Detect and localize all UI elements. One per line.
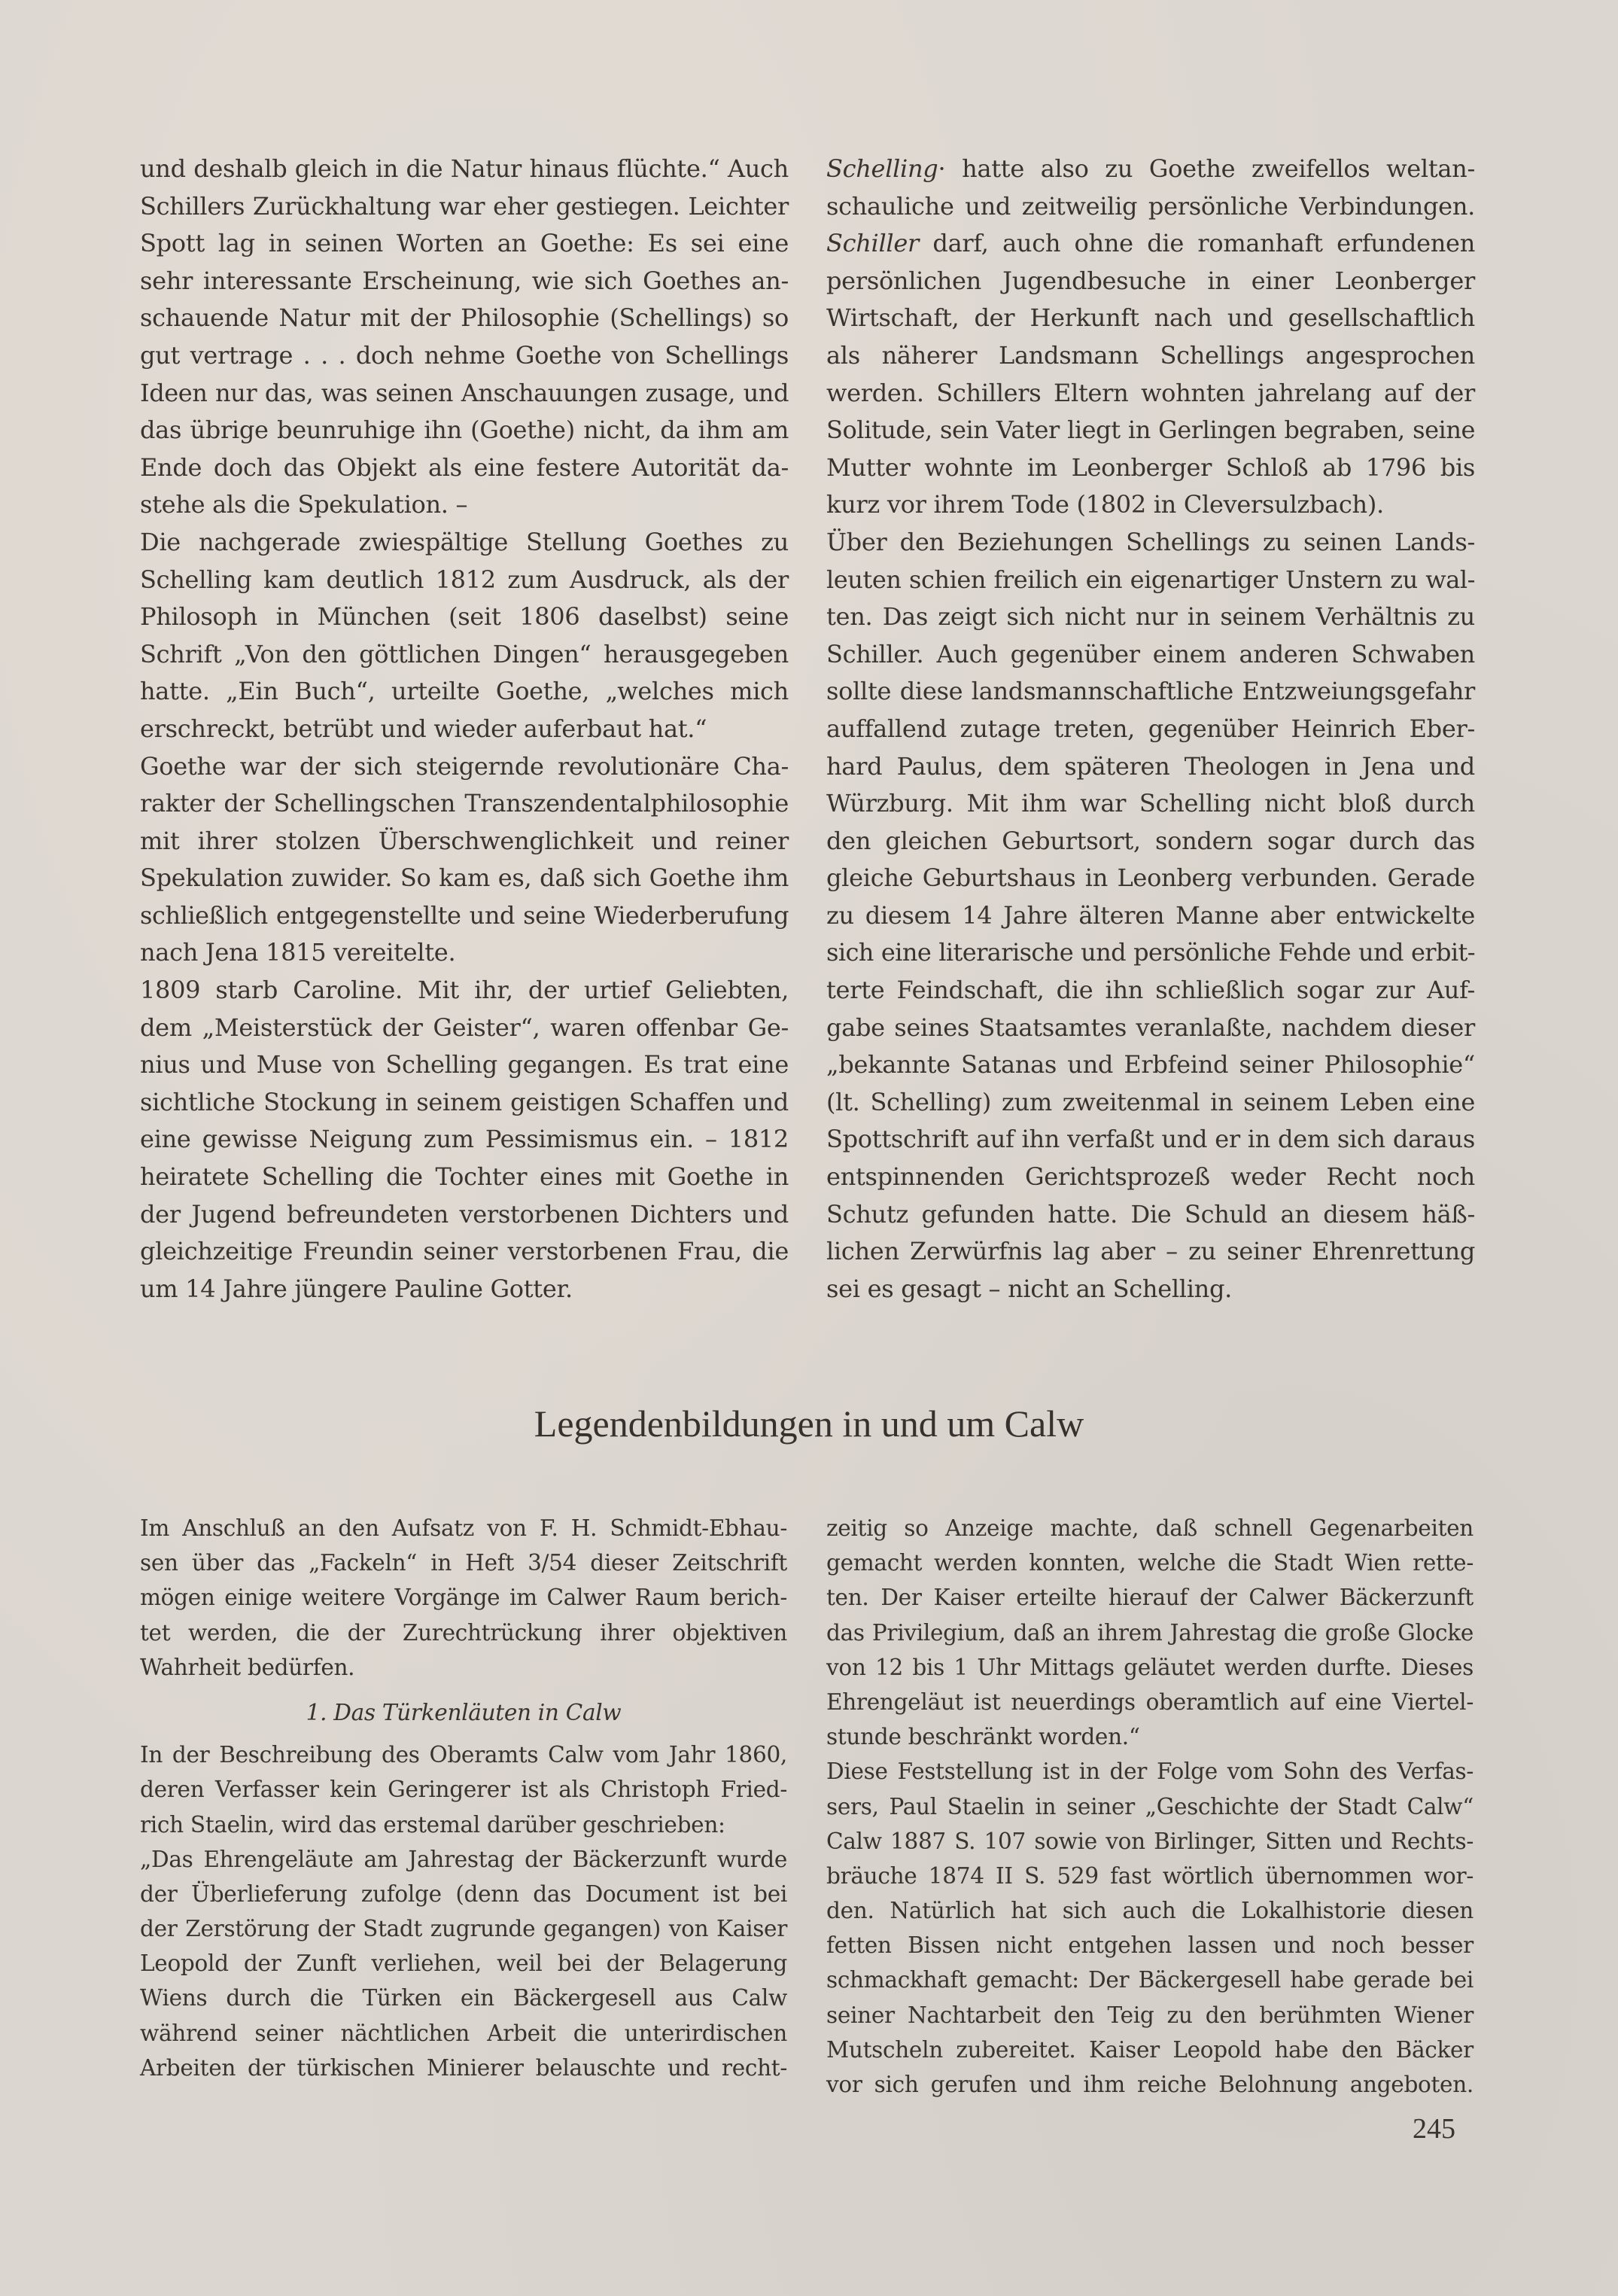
text-line: um 14 Jahre jüngere Pauline Gotter. <box>140 1274 573 1303</box>
text-line: Spott lag in seinen Worten an Goethe: Es sei eine <box>140 229 789 258</box>
text-line: rakter der Schellingschen Transzendentalphilosophie <box>140 789 789 818</box>
text-line: stunde beschränkt worden.“ <box>826 1724 1140 1750</box>
text-line: Ende doch das Objekt als eine festere Autorität da- <box>140 452 789 482</box>
text-line: persönlichen Jugendbesuche in einer Leonberger <box>826 266 1475 295</box>
text-line: während seiner nächtlichen Arbeit die unterirdischen <box>140 2020 787 2046</box>
text-line: Ideen nur das, was seinen Anschauungen zusage, und <box>140 378 789 407</box>
text-line: sich eine literarische und persönliche Fehde und erbit- <box>826 938 1475 967</box>
text-line: fetten Bissen nicht entgehen lassen und noch besser <box>826 1932 1474 1959</box>
text-line: stehe als die Spekulation. – <box>140 490 468 519</box>
text-line: Spekulation zuwider. So kam es, daß sich Goethe ihm <box>140 863 789 893</box>
article-column-top-left <box>140 151 789 1308</box>
text-line: tet werden, die der Zurechtrückung ihrer objektiven <box>140 1619 787 1646</box>
text-line: von 12 bis 1 Uhr Mittags geläutet werden durfte. Dieses <box>826 1654 1474 1680</box>
text-line: lichen Zerwürfnis lag aber – zu seiner Ehrenrettung <box>826 1237 1475 1266</box>
text-line <box>826 225 1475 263</box>
text-line: schmackhaft gemacht: Der Bäckergesell habe gerade bei <box>826 1967 1474 1993</box>
text-line: sen über das „Fackeln“ in Heft 3/54 dieser Zeitschrift <box>140 1550 787 1576</box>
text-line: der Jugend befreundeten verstorbenen Dichters und <box>140 1199 789 1229</box>
text-run: · hatte also zu Goethe zweifellos weltan- <box>938 154 1475 183</box>
text-line: schließlich entgegenstellte und seine Wiederberufung <box>140 900 789 930</box>
text-line: das übrige beunruhige ihn (Goethe) nicht, da ihm am <box>140 416 789 445</box>
text-line: sichtliche Stockung in seinem geistigen Schaffen und <box>140 1087 789 1116</box>
text-line: Schiller. Auch gegenüber einem anderen Schwaben <box>826 639 1475 668</box>
text-line: sei es gesagt – nicht an Schelling. <box>826 1274 1233 1303</box>
text-line: mögen einige weitere Vorgänge im Calwer Raum berich- <box>140 1585 787 1611</box>
article-column-bottom-left <box>140 1511 787 2085</box>
text-line: ten. Der Kaiser erteilte hierauf der Calwer Bäckerzunft <box>826 1585 1474 1611</box>
text-line: zeitig so Anzeige machte, daß schnell Gegenarbeiten <box>826 1515 1474 1541</box>
text-line: Calw 1887 S. 107 sowie von Birlinger, Sitten und Rechts- <box>826 1828 1474 1854</box>
text-line: Schutz gefunden hatte. Die Schuld an diesem häß- <box>826 1199 1475 1229</box>
text-line: hatte. „Ein Buch“, urteilte Goethe, „welches mich <box>140 677 789 706</box>
text-line: hard Paulus, dem späteren Theologen in Jena und <box>826 751 1475 781</box>
text-run: darf, auch ohne die romanhaft erfundenen <box>919 229 1475 258</box>
text-line: Ehrengeläut ist neuerdings oberamtlich auf eine Viertel- <box>826 1689 1474 1715</box>
text-line: gemacht werden konnten, welche die Stadt Wien rette- <box>826 1550 1474 1576</box>
text-line: vor sich gerufen und ihm reiche Belohnung angeboten. <box>826 2072 1474 2097</box>
text-line: heiratete Schelling die Tochter eines mit Goethe in <box>140 1162 789 1192</box>
text-line: sers, Paul Staelin in seiner „Geschichte der Stadt Calw“ <box>826 1793 1474 1819</box>
text-line: Mutscheln zubereitet. Kaiser Leopold habe den Bäcker <box>826 2036 1474 2063</box>
text-line: deren Verfasser kein Geringerer ist als Christoph Fried- <box>140 1777 787 1803</box>
text-line: Wahrheit bedürfen. <box>140 1654 355 1680</box>
text-line: sehr interessante Erscheinung, wie sich Goethes an- <box>140 266 789 295</box>
article-column-bottom-right <box>826 1511 1474 2102</box>
text-line: mit ihrer stolzen Überschwenglichkeit und reiner <box>140 826 789 855</box>
text-line: schauende Natur mit der Philosophie (Schellings) so <box>140 303 789 333</box>
text-line: entspinnenden Gerichtsprozeß weder Recht noch <box>826 1162 1475 1192</box>
text-line: Wirtschaft, der Herkunft nach und gesellschaftlich <box>826 303 1475 333</box>
text-line: ten. Das zeigt sich nicht nur in seinem Verhältnis zu <box>826 602 1475 632</box>
text-line: Solitude, sein Vater liegt in Gerlingen begraben, seine <box>826 416 1475 445</box>
text-line: „Das Ehrengeläute am Jahrestag der Bäckerzunft wurde <box>140 1846 787 1872</box>
text-line: das Privilegium, daß an ihrem Jahrestag die große Glocke <box>826 1619 1474 1646</box>
article-column-top-right <box>826 151 1475 1308</box>
subsection-heading: 1. Das Türkenläuten in Calw <box>306 1699 622 1725</box>
text-line: Arbeiten der türkischen Minierer belauschte und recht- <box>140 2054 787 2081</box>
text-line: erschreckt, betrübt und wieder auferbaut hat.“ <box>140 714 707 743</box>
page-number: 245 <box>1413 2113 1455 2145</box>
text-line: der Überlieferung zufolge (denn das Document ist bei <box>140 1880 787 1907</box>
text-line: In der Beschreibung des Oberamts Calw vom Jahr 1860, <box>140 1742 787 1768</box>
text-line <box>826 151 1475 188</box>
text-line: leuten schien freilich ein eigenartiger Unstern zu wal- <box>826 565 1475 594</box>
text-line: gleichzeitige Freundin seiner verstorbenen Frau, die <box>140 1237 789 1266</box>
text-line: gut vertrage . . . doch nehme Goethe von Schellings <box>140 340 789 370</box>
text-line: (lt. Schelling) zum zweitenmal in seinem Leben eine <box>826 1087 1475 1116</box>
text-line: seiner Nachtarbeit den Teig zu den berühmten Wiener <box>826 2002 1474 2028</box>
text-line: eine gewisse Neigung zum Pessimismus ein. – 1812 <box>140 1125 789 1154</box>
text-line: Philosoph in München (seit 1806 daselbst) seine <box>140 602 789 632</box>
text-line: schauliche und zeitweilig persönliche Verbindungen. <box>826 191 1475 221</box>
text-line: den. Natürlich hat sich auch die Lokalhistorie diesen <box>826 1898 1474 1924</box>
text-line: rich Staelin, wird das erstemal darüber geschrieben: <box>140 1811 725 1838</box>
text-line: Mutter wohnte im Leonberger Schloß ab 1796 bis <box>826 452 1475 482</box>
text-line: nach Jena 1815 vereitelte. <box>140 938 456 967</box>
text-line: Die nachgerade zwiespältige Stellung Goethes zu <box>140 527 789 556</box>
text-line: terte Feindschaft, die ihn schließlich sogar zur Auf- <box>826 976 1475 1005</box>
text-line: „bekannte Satanas und Erbfeind seiner Philosophie“ <box>826 1050 1475 1079</box>
text-line: gabe seines Staatsamtes veranlaßte, nachdem dieser <box>826 1012 1475 1042</box>
text-line: Schillers Zurückhaltung war eher gestiegen. Leichter <box>140 191 789 221</box>
text-line: den gleichen Geburtsort, sondern sogar durch das <box>826 826 1475 855</box>
text-line: werden. Schillers Eltern wohnten jahrelang auf der <box>826 378 1475 407</box>
text-line: der Zerstörung der Stadt zugrunde gegangen) von Kaiser <box>140 1916 787 1942</box>
text-line: als näherer Landsmann Schellings angesprochen <box>826 340 1475 370</box>
text-line: auffallend zutage treten, gegenüber Heinrich Eber- <box>826 714 1475 743</box>
text-line: Spottschrift auf ihn verfaßt und er in dem sich daraus <box>826 1125 1475 1154</box>
text-line: Schrift „Von den göttlichen Dingen“ herausgegeben <box>140 639 789 668</box>
text-line: gleiche Geburtshaus in Leonberg verbunden. Gerade <box>826 863 1475 893</box>
text-line: Wiens durch die Türken ein Bäckergesell aus Calw <box>140 1985 787 2011</box>
text-line: nius und Muse von Schelling gegangen. Es trat eine <box>140 1050 789 1079</box>
text-line: kurz vor ihrem Tode (1802 in Cleversulzbach). <box>826 490 1384 519</box>
text-line: zu diesem 14 Jahre älteren Manne aber entwickelte <box>826 900 1475 930</box>
italic-name: Schelling <box>826 154 938 183</box>
text-line: Im Anschluß an den Aufsatz von F. H. Schmidt-Ebhau- <box>140 1515 787 1541</box>
text-line: Diese Feststellung ist in der Folge vom Sohn des Verfas- <box>826 1759 1474 1785</box>
text-line: Goethe war der sich steigernde revolutionäre Cha- <box>140 751 789 781</box>
text-line: Schelling kam deutlich 1812 zum Ausdruck, als der <box>140 565 789 594</box>
text-line: und deshalb gleich in die Natur hinaus flüchte.“ Auch <box>140 154 789 183</box>
text-line: Leopold der Zunft verliehen, weil bei der Belagerung <box>140 1950 787 1977</box>
section-title: Legendenbildungen in und um Calw <box>534 1402 1084 1445</box>
text-line: dem „Meisterstück der Geister“, waren offenbar Ge- <box>140 1012 789 1042</box>
text-line: sollte diese landsmannschaftliche Entzweiungsgefahr <box>826 677 1475 706</box>
text-line: Über den Beziehungen Schellings zu seinen Lands- <box>826 527 1475 556</box>
text-line: Würzburg. Mit ihm war Schelling nicht bloß durch <box>826 789 1475 818</box>
text-line: 1809 starb Caroline. Mit ihr, der urtief Geliebten, <box>140 976 789 1005</box>
text-line: bräuche 1874 II S. 529 fast wörtlich übernommen wor- <box>826 1862 1474 1889</box>
italic-name: Schiller <box>826 229 919 258</box>
